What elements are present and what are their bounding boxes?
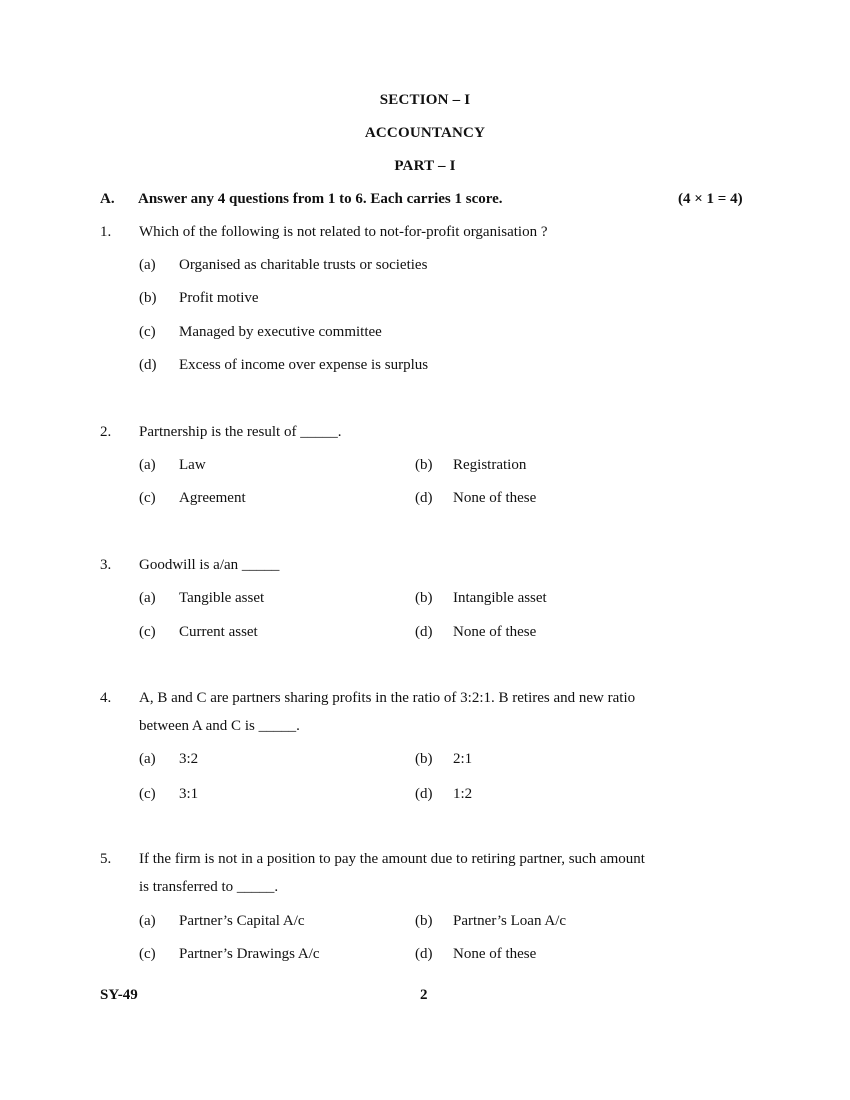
option-label: (b)	[415, 751, 433, 767]
question-text-continued: is transferred to _____.	[139, 879, 279, 895]
option-label: (b)	[415, 590, 433, 606]
paper-code: SY-49	[100, 987, 138, 1003]
question-text: A, B and C are partners sharing profits in the ratio of 3:2:1. B retires and new ratio	[139, 690, 636, 706]
option-text: Agreement	[179, 490, 246, 506]
page-number: 2	[420, 987, 428, 1003]
option-text: Organised as charitable trusts or societies	[179, 257, 428, 273]
option-text: 3:2	[179, 751, 199, 767]
option-label: (d)	[139, 357, 157, 373]
question-text: Which of the following is not related to not-for-profit organisation ?	[139, 224, 548, 240]
option-label: (a)	[139, 257, 156, 273]
option-text: Tangible asset	[179, 590, 265, 606]
option-text: Law	[179, 457, 206, 473]
option-text: Partner’s Loan A/c	[453, 913, 567, 929]
option-label: (a)	[139, 457, 156, 473]
option-text: None of these	[453, 624, 537, 640]
option-text: 2:1	[453, 751, 473, 767]
subject-heading: ACCOUNTANCY	[364, 125, 486, 141]
option-text: Partner’s Drawings A/c	[179, 946, 320, 962]
option-text: None of these	[453, 946, 537, 962]
option-label: (d)	[415, 786, 433, 802]
option-text: Excess of income over expense is surplus	[179, 357, 429, 373]
option-text: Profit motive	[179, 290, 259, 306]
option-text: Registration	[453, 457, 527, 473]
question-number: 4.	[100, 690, 112, 706]
option-label: (c)	[139, 324, 156, 340]
option-label: (b)	[139, 290, 157, 306]
option-text: None of these	[453, 490, 537, 506]
option-label: (a)	[139, 751, 156, 767]
question-text: If the firm is not in a position to pay the amount due to retiring partner, such amount	[139, 851, 645, 867]
question-number: 1.	[100, 224, 112, 240]
option-label: (d)	[415, 946, 433, 962]
option-text: 3:1	[179, 786, 199, 802]
question-number: 5.	[100, 851, 112, 867]
section-heading: SECTION – I	[379, 92, 471, 108]
question-number: 2.	[100, 424, 112, 440]
option-label: (a)	[139, 913, 156, 929]
option-label: (d)	[415, 624, 433, 640]
part-heading: PART – I	[394, 158, 456, 174]
option-label: (c)	[139, 490, 156, 506]
option-text: Current asset	[179, 624, 258, 640]
option-text: Partner’s Capital A/c	[179, 913, 305, 929]
question-text: Partnership is the result of _____.	[139, 424, 342, 440]
question-text: Goodwill is a/an _____	[139, 557, 280, 573]
option-text: Managed by executive committee	[179, 324, 382, 340]
option-label: (b)	[415, 913, 433, 929]
option-label: (c)	[139, 624, 156, 640]
instruction-label: A.	[100, 191, 115, 207]
option-label: (a)	[139, 590, 156, 606]
instruction-text: Answer any 4 questions from 1 to 6. Each carries 1 score.	[138, 191, 503, 207]
option-text: 1:2	[453, 786, 473, 802]
option-label: (d)	[415, 490, 433, 506]
instruction-marks: (4 × 1 = 4)	[678, 191, 743, 207]
question-number: 3.	[100, 557, 112, 573]
option-label: (c)	[139, 786, 156, 802]
option-text: Intangible asset	[453, 590, 547, 606]
question-text-continued: between A and C is _____.	[139, 718, 300, 734]
option-label: (b)	[415, 457, 433, 473]
option-label: (c)	[139, 946, 156, 962]
